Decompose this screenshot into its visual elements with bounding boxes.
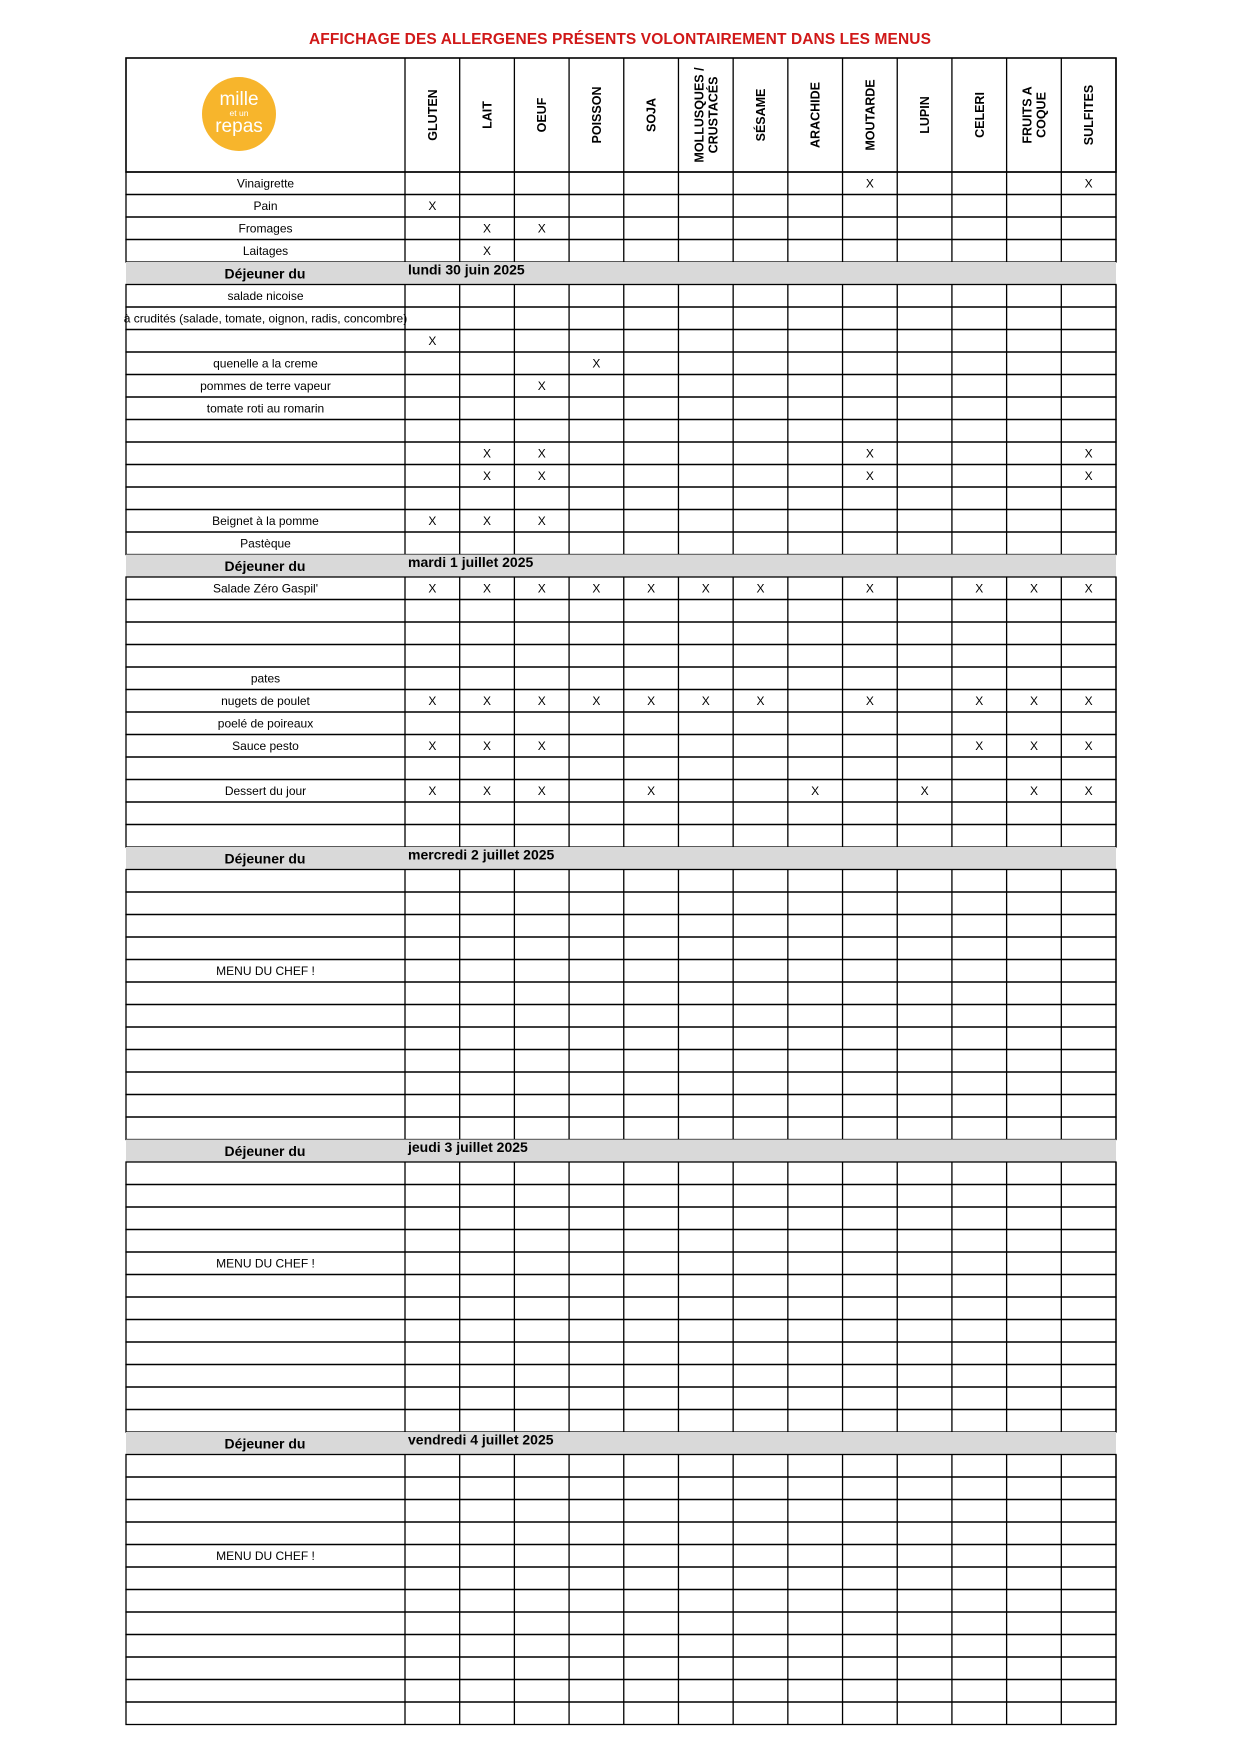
table-row [126,1162,1116,1185]
allergen-header-label: COQUE [1034,92,1049,138]
table-row [126,442,1116,465]
allergen-mark: X [1084,693,1093,708]
table-row [126,465,1116,488]
table-row [126,892,1116,915]
permanent-row [126,195,1116,218]
allergen-mark: X [537,738,546,753]
table-row [126,937,1116,960]
table-row [126,577,1116,600]
day-label: Déjeuner du [224,850,306,867]
table-row [126,960,1116,983]
allergen-header-4 [645,98,659,132]
table-row [126,487,1116,510]
table-row [126,1567,1116,1590]
allergen-mark: X [756,693,765,708]
dish-name: à crudités (salade, tomate, oignon, radis, concombre) [123,311,408,326]
table-row [126,1680,1116,1703]
table-row [126,1500,1116,1523]
allergen-header-label: LUPIN [918,96,933,134]
allergen-mark: X [483,581,492,596]
dish-name: Dessert du jour [224,783,307,798]
day-date: jeudi 3 juillet 2025 [408,1138,528,1155]
svg-text:repas: repas [215,116,263,137]
allergen-header-2 [535,97,549,132]
dish-name: Pain [253,198,278,213]
dish-name: Laitages [242,243,289,258]
day-label: Déjeuner du [224,1142,306,1159]
day-label: Déjeuner du [224,1435,306,1452]
allergen-header-label: SULFITES [1082,84,1097,146]
allergen-mark: X [1084,468,1093,483]
allergen-mark: X [483,783,492,798]
allergen-mark: X [975,581,984,596]
allergen-mark: X [483,221,492,236]
table-row [126,1252,1116,1275]
table-row [126,1297,1116,1320]
table-row [126,1477,1116,1500]
table-row [126,1545,1116,1568]
allergen-mark: X [537,581,546,596]
table-row [126,1275,1116,1298]
table-row [126,645,1116,668]
day-date: vendredi 4 juillet 2025 [408,1431,554,1448]
table-row [126,1342,1116,1365]
allergen-header-label: LAIT [480,101,495,129]
allergen-mark: X [537,446,546,461]
allergen-header-label: FRUITS A [1020,86,1035,144]
allergen-mark: X [592,356,601,371]
allergen-header-11 [1020,86,1048,143]
permanent-row [126,172,1116,195]
allergen-mark: X [1084,581,1093,596]
day-date: lundi 30 juin 2025 [408,261,525,278]
allergen-header-3 [590,87,604,144]
allergen-mark: X [483,468,492,483]
allergen-mark: X [537,468,546,483]
allergen-mark: X [756,581,765,596]
allergen-mark: X [865,693,874,708]
table-row [126,397,1116,420]
allergen-mark: X [865,446,874,461]
allergen-header-6 [753,89,768,142]
table-row [126,667,1116,690]
allergen-mark: X [483,243,492,258]
allergen-mark: X [865,468,874,483]
day-label: Déjeuner du [224,557,306,574]
allergen-mark: X [483,693,492,708]
allergen-header-label: ARACHIDE [808,82,823,148]
table-row [126,690,1116,713]
allergen-mark: X [647,783,656,798]
allergen-header-5 [692,67,720,163]
allergen-mark: X [428,738,437,753]
allergen-mark: X [1029,693,1038,708]
allergen-mark: X [537,693,546,708]
allergen-header-label: SOJA [644,97,659,133]
allergen-mark: X [428,693,437,708]
table-row [126,1410,1116,1433]
table-row [126,982,1116,1005]
dish-name: MENU DU CHEF ! [216,963,315,978]
allergen-mark: X [647,693,656,708]
table-row [126,757,1116,780]
dish-name: Pastèque [240,536,291,551]
allergen-mark: X [1029,738,1038,753]
table-row [126,1635,1116,1658]
table-row [126,1230,1116,1253]
table-row [126,802,1116,825]
allergen-mark: X [1029,783,1038,798]
allergen-mark: X [1084,176,1093,191]
day-label: Déjeuner du [224,265,306,282]
table-row [126,510,1116,533]
allergen-mark: X [592,581,601,596]
table-row [126,1702,1116,1725]
dish-name: MENU DU CHEF ! [216,1548,315,1563]
day-band [126,261,1116,284]
allergen-header-label: CELERI [972,92,987,138]
page-title: AFFICHAGE DES ALLERGENES PRÉSENTS VOLONTAIREMENT DANS LES MENUS [308,31,932,48]
allergen-mark: X [483,513,492,528]
dish-name: pates [250,671,281,686]
allergen-header-label: CRUSTACÉS [706,76,721,154]
allergen-mark: X [428,333,437,348]
table-row [126,1050,1116,1073]
table-row [126,780,1116,803]
allergen-mark: X [1084,446,1093,461]
allergen-mark: X [701,693,710,708]
table-row [126,870,1116,893]
table-row [126,915,1116,938]
svg-text:et un: et un [229,108,249,118]
table-row [126,1072,1116,1095]
permanent-row [126,217,1116,240]
day-band [126,1431,1116,1454]
dish-name: Beignet à la pomme [212,513,319,528]
day-band [126,846,1116,869]
dish-name: Salade Zéro Gaspil' [212,581,319,596]
day-date: mercredi 2 juillet 2025 [408,846,555,863]
table-row [126,375,1116,398]
allergen-mark: X [537,783,546,798]
allergen-mark: X [865,581,874,596]
allergen-mark: X [811,783,820,798]
allergen-mark: X [428,513,437,528]
allergen-mark: X [537,221,546,236]
allergen-header-12 [1082,85,1096,145]
allergen-mark: X [647,581,656,596]
table-row [126,1207,1116,1230]
allergen-mark: X [428,581,437,596]
allergen-mark: X [483,446,492,461]
allergen-mark: X [537,378,546,393]
allergen-header-0 [426,89,440,140]
allergen-mark: X [701,581,710,596]
table-row [126,1185,1116,1208]
table-row [126,1095,1116,1118]
allergen-header-label: SÉSAME [754,88,768,142]
table-row [126,1612,1116,1635]
dish-name: Fromages [238,221,293,236]
table-row [126,735,1116,758]
table-row [126,352,1116,375]
dish-name: MENU DU CHEF ! [216,1256,315,1271]
table-row [126,1027,1116,1050]
table-row [126,1005,1116,1028]
table-row [126,1320,1116,1343]
allergen-mark: X [428,783,437,798]
table-row [126,712,1116,735]
allergen-mark: X [865,176,874,191]
table-row [126,1657,1116,1680]
allergen-header-8 [863,79,877,150]
dish-name: Vinaigrette [236,176,295,191]
dish-name: poelé de poireaux [217,716,314,731]
day-date: mardi 1 juillet 2025 [408,553,534,570]
allergen-mark: X [428,198,437,213]
dish-name: pommes de terre vapeur [200,378,331,393]
allergen-mark: X [592,693,601,708]
dish-name: quenelle a la creme [213,356,318,371]
table-row [126,420,1116,443]
allergen-mark: X [1084,783,1093,798]
table-row [126,330,1116,353]
table-row [126,1590,1116,1613]
table-row [126,622,1116,645]
allergen-mark: X [483,738,492,753]
allergen-header-label: OEUF [535,97,550,133]
day-band [126,554,1116,577]
table-row [126,825,1116,848]
allergen-mark: X [920,783,929,798]
dish-name: nugets de poulet [221,693,310,708]
allergen-header-9 [918,96,932,134]
table-row [126,532,1116,555]
dish-name: Sauce pesto [232,738,299,753]
table-row [126,1455,1116,1478]
table-row [124,307,1116,330]
allergen-header-label: POISSON [589,86,604,144]
dish-name: tomate roti au romarin [206,401,325,416]
allergen-mark: X [537,513,546,528]
allergen-mark: X [975,738,984,753]
svg-text:mille: mille [219,89,259,110]
allergen-header-label: GLUTEN [425,89,440,141]
allergen-mark: X [975,693,984,708]
day-band [126,1139,1116,1162]
dish-name: salade nicoise [227,288,304,303]
allergen-header-label: MOUTARDE [863,79,878,151]
allergen-header-label: MOLLUSQUES / [692,67,707,163]
permanent-row [126,240,1116,263]
table-row [126,600,1116,623]
table-row [126,1387,1116,1410]
table-row [126,285,1116,308]
table-row [126,1522,1116,1545]
table-row [126,1117,1116,1140]
allergen-header-10 [973,92,987,138]
allergen-header-1 [481,101,495,129]
allergen-mark: X [1084,738,1093,753]
allergen-header-7 [809,82,823,148]
allergen-mark: X [1029,581,1038,596]
table-row [126,1365,1116,1388]
